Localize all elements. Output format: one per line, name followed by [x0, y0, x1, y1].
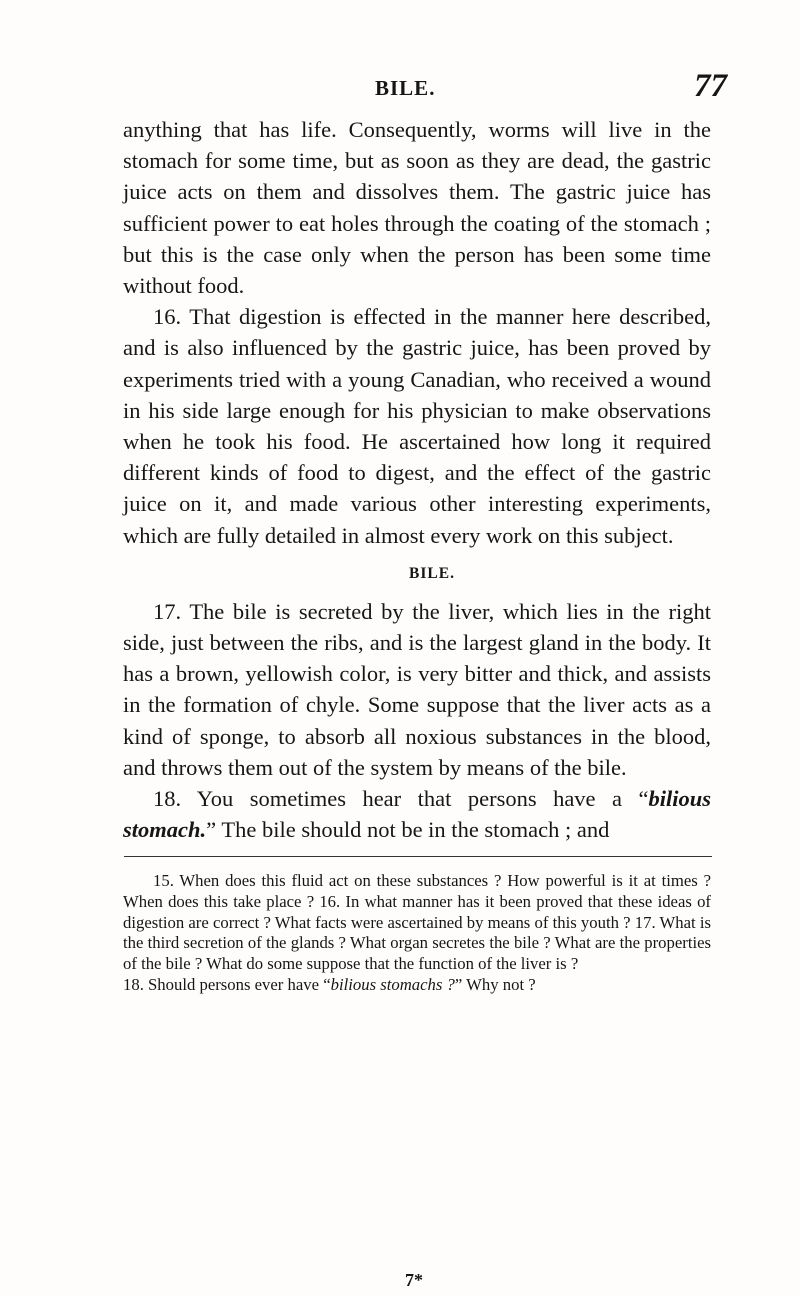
paragraph-18-start: 18. You sometimes hear that persons have a “ — [153, 786, 649, 812]
paragraph-continuation: anything that has life. Consequently, worms will live in the stomach for some time, but as soon as they are dead, the gastric juice acts on them and dissolves them. The gastric juice has sufficient power to eat holes through the coating of the stomach ; but this is the case only when the person has been some time without food. — [123, 117, 711, 299]
question-18-end: ” Why not ? — [454, 974, 536, 994]
paragraph-18-end: ” The bile should not be in the stomach ; and — [206, 817, 610, 843]
paragraph-16: 16. That digestion is effected in the manner here described, and is also influenced by the gastric juice, has been proved by experiments tried with a young Canadian, who received a wound in his side large enough for his physician to make observations when he took his food. He ascertained how long it required different kinds of food to digest, and the effect of the gastric juice on it, and made various other interesting experiments, which are fully detailed in almost every work on this subject. — [123, 304, 711, 548]
main-text — [123, 114, 711, 845]
page-header — [0, 68, 800, 108]
paragraph-17: 17. The bile is secreted by the liver, which lies in the right side, just between the ribs, and is the largest gland in the body. It has a brown, yellowish color, is very bitter and thick, and assists in the formation of chyle. Some suppose that the liver acts as a kind of sponge, to absorb all noxious substances in the blood, and throws them out of the system by means of the bile. — [123, 598, 711, 780]
signature-mark: 7* — [405, 1270, 423, 1290]
section-heading: BILE. — [409, 564, 455, 582]
running-head: BILE. — [375, 76, 436, 100]
question-18-start: 18. Should persons ever have “ — [123, 974, 331, 994]
paragraph-18 — [123, 783, 711, 845]
review-questions — [123, 871, 711, 996]
question-18-emphasis: bilious stomachs ? — [330, 974, 455, 994]
questions-15-17: 15. When does this fluid act on these substances ? How powerful is it at times ? When does this take place ? 16. In what manner has it been proved that these ideas of digestion are correct ? What facts were ascertained by means of this youth ? 17. What is the third secretion of the glands ? What organ secretes the bile ? What are the properties of the bile ? What do some suppose that the function of the liver is ? — [123, 871, 711, 974]
footnote-divider — [124, 856, 712, 857]
questions-text — [123, 871, 711, 996]
page-number: 77 — [694, 68, 727, 104]
emphasis-bilious-stomach: bilious stomach. — [123, 786, 711, 843]
